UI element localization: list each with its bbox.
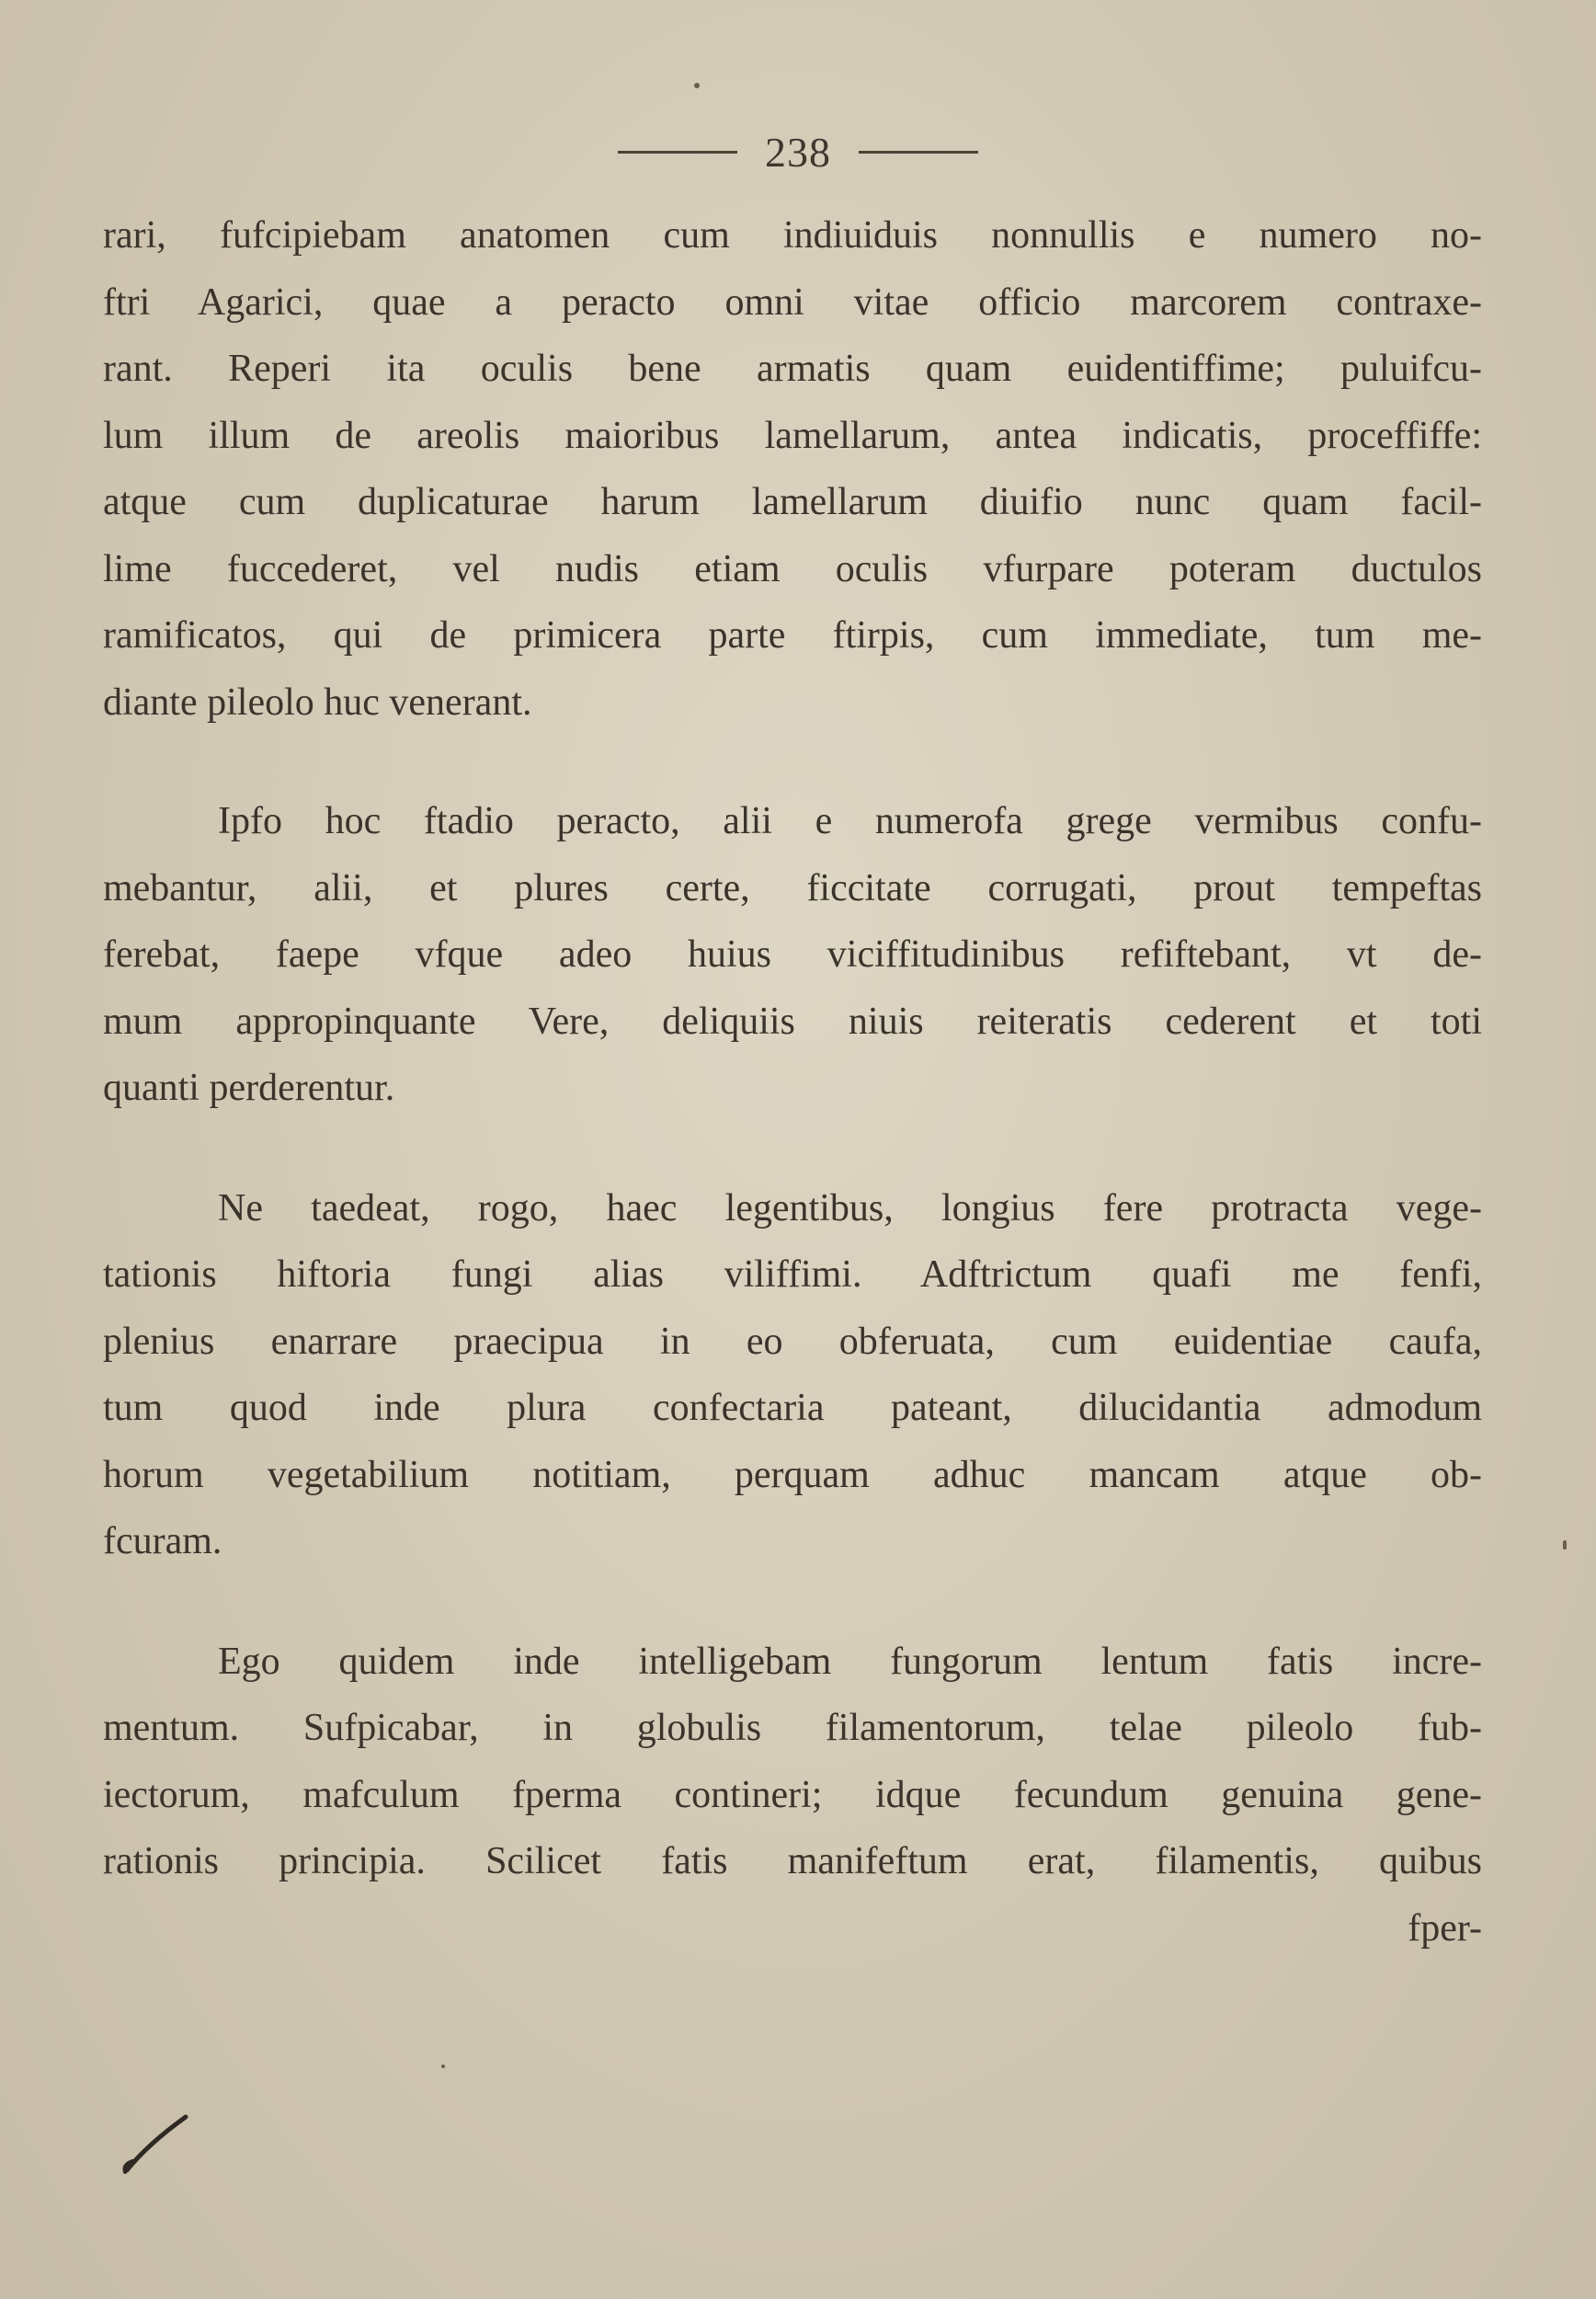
pen-mark-icon [120,2106,193,2179]
header-rule-right [859,151,978,154]
paper-speck [441,2065,445,2068]
body-text [103,202,1482,1962]
text-line: lime fuccederet, vel nudis etiam oculis vfurpare poteram ductulos [103,547,1482,590]
text-line: ferebat, faepe vfque adeo huius viciffitudinibus refiftebant, vt de- [103,933,1482,976]
text-line: mebantur, alii, et plures certe, ficcitate corrugati, prout tempeftas [103,866,1482,909]
text-line: lum illum de areolis maioribus lamellarum, antea indicatis, proceffiffe: [103,414,1482,457]
catchword: fper- [1408,1906,1482,1950]
text-line: mentum. Sufpicabar, in globulis filamentorum, telae pileolo fub- [103,1707,1482,1749]
page-header [0,124,1596,179]
text-line: atque cum duplicaturae harum lamellarum diuifio nunc quam facil- [103,481,1482,523]
paper-speck [1563,1540,1567,1550]
text-line: ramificatos, qui de primicera parte ftirpis, cum immediate, tum me- [103,614,1482,657]
text-line: Ego quidem inde intelligebam fungorum lentum fatis incre- [218,1640,1482,1683]
text-line: iectorum, mafculum fperma contineri; idque fecundum genuina gene- [103,1773,1482,1816]
paper-speck [694,83,700,88]
text-line: diante pileolo huc venerant. [103,681,532,724]
paragraph-2 [103,788,1482,1122]
paragraph-1 [103,202,1482,736]
text-line: ftri Agarici, quae a peracto omni vitae officio marcorem contraxe- [103,280,1482,324]
text-line: quanti perderentur. [103,1067,395,1109]
text-line: fcuram. [103,1520,222,1562]
text-line: rari, fufcipiebam anatomen cum indiuiduis nonnullis e numero no- [103,214,1482,257]
text-line: tum quod inde plura confectaria pateant, dilucidantia admodum [103,1387,1482,1429]
text-line: rationis principia. Scilicet fatis manifeftum erat, filamentis, quibus [103,1840,1482,1882]
header-rule-left [618,151,737,154]
text-line: mum appropinquante Vere, deliquiis niuis reiteratis cederent et toti [103,1000,1482,1043]
text-line: Ne taedeat, rogo, haec legentibus, longius fere protracta vege- [218,1186,1482,1230]
text-line: plenius enarrare praecipua in eo obferuata, cum euidentiae caufa, [103,1320,1482,1363]
paragraph-4 [103,1629,1482,1962]
paragraph-3 [103,1175,1482,1575]
text-line: rant. Reperi ita oculis bene armatis quam euidentiffime; puluifcu- [103,348,1482,390]
page-number: 238 [765,128,831,176]
text-line: tationis hiftoria fungi alias viliffimi. Adftrictum quafi me fenfi, [103,1253,1482,1296]
text-line: horum vegetabilium notitiam, perquam adhuc mancam atque ob- [103,1453,1482,1496]
text-line: Ipfo hoc ftadio peracto, alii e numerofa grege vermibus confu- [218,800,1482,842]
